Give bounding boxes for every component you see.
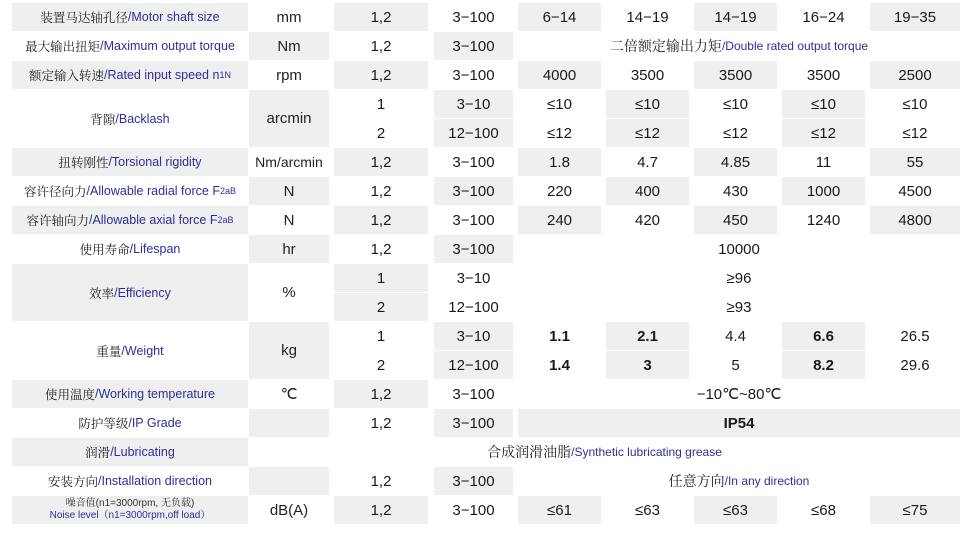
row-motor-shaft-size	[0, 3, 972, 31]
unit: ℃	[280, 386, 298, 403]
value-2: 420	[634, 211, 661, 229]
value-2: ≤63	[635, 501, 660, 519]
value-2: 2.1	[606, 322, 689, 350]
row-torsional-rigidity	[0, 148, 972, 176]
param-name: 使用寿命 /Lifespan	[79, 242, 181, 257]
param-name: 噪音值(n1=3000rpm, 无负载) Noise level（n1=3000rpm,off load）	[12, 496, 248, 524]
row-noise-level	[0, 496, 972, 524]
value-3: 450	[694, 206, 777, 234]
unit: dB(A)	[269, 501, 309, 519]
row-rated-input-speed	[0, 61, 972, 89]
value-4: 11	[815, 153, 832, 171]
stage: 1,2	[370, 37, 392, 55]
value-5: 4500	[898, 182, 932, 200]
unit: hr	[249, 235, 329, 263]
row-efficiency-stage-1	[0, 264, 972, 292]
row-lubricating	[0, 438, 972, 466]
stage: 1,2	[334, 61, 428, 89]
value-3: 4.85	[694, 148, 777, 176]
value-3: 3500	[694, 61, 777, 89]
row-weight-stage-2	[0, 351, 972, 379]
ratio: 3−100	[452, 501, 495, 519]
value-1: 4000	[518, 61, 601, 89]
param-name: 使用温度 /Working temperature	[12, 380, 248, 408]
unit: Nm/arcmin	[255, 154, 323, 170]
ratio: 3−100	[452, 385, 495, 403]
ratio: 3−100	[434, 467, 513, 495]
value-2: ≤10	[606, 90, 689, 118]
param-name: 装置马达轴孔径 /Motor shaft size	[12, 3, 248, 31]
value-5: 55	[870, 148, 960, 176]
row-working-temperature	[0, 380, 972, 408]
merged-value: 任意方向 /In any direction	[668, 473, 810, 489]
param-name: 扭转刚性 /Torsional rigidity	[12, 148, 248, 176]
value-2: 14−19	[626, 8, 669, 26]
stage: 1,2	[370, 414, 392, 432]
ratio: 3−100	[434, 235, 513, 263]
row-allowable-axial-force	[0, 206, 972, 234]
unit: mm	[276, 8, 302, 26]
value-3: 5	[731, 356, 740, 374]
value-5: ≤12	[902, 124, 928, 142]
value-1: ≤12	[547, 124, 572, 142]
merged-value: 合成润滑油脂 /Synthetic lubricating grease	[487, 444, 722, 460]
stage: 2	[334, 293, 428, 321]
value-4: ≤12	[782, 119, 865, 147]
stage: 1	[376, 327, 386, 345]
stage: 1,2	[370, 240, 392, 258]
value-1: 240	[518, 206, 601, 234]
param-name: 容许轴向力 /Allowable axial force F 2aB	[12, 206, 248, 234]
stage: 2	[376, 356, 386, 374]
stage: 1	[376, 95, 386, 113]
row-efficiency-stage-2	[0, 293, 972, 321]
unit: Nm	[249, 32, 329, 60]
value-4: 1000	[782, 177, 865, 205]
param-name: 效率 /Efficiency	[12, 264, 248, 321]
value-4: 1240	[806, 211, 841, 229]
value-2: 3	[606, 351, 689, 379]
merged-value: −10℃~80℃	[696, 386, 782, 403]
value-5: ≤10	[902, 95, 928, 113]
merged-value: ≥93	[726, 298, 752, 316]
stage: 1,2	[334, 496, 428, 524]
stage: 2	[376, 124, 386, 142]
stage: 1,2	[334, 148, 428, 176]
param-name: 安装方向 /Installation direction	[48, 474, 212, 489]
merged-value: ≥96	[726, 269, 752, 287]
unit: rpm	[276, 66, 302, 84]
row-backlash-stage-2	[0, 119, 972, 147]
value-3: ≤63	[694, 496, 777, 524]
stage: 1,2	[334, 380, 428, 408]
ratio: 3−100	[452, 211, 495, 229]
value-5: 19−35	[870, 3, 960, 31]
param-name: 防护等级 /IP Grade	[78, 416, 182, 431]
value-5: ≤75	[870, 496, 960, 524]
row-weight-stage-1	[0, 322, 972, 350]
ratio: 3−100	[434, 177, 513, 205]
value-2: 3500	[630, 66, 665, 84]
param-name: 重量 /Weight	[96, 343, 164, 359]
row-installation-direction	[0, 467, 972, 495]
value-2: 4.7	[637, 153, 658, 171]
value-2: 400	[606, 177, 689, 205]
row-lifespan	[0, 235, 972, 263]
unit	[249, 467, 329, 495]
stage: 1,2	[334, 3, 428, 31]
row-backlash-stage-1	[0, 90, 972, 118]
value-1: 220	[546, 182, 573, 200]
unit	[249, 409, 329, 437]
value-4: 6.6	[782, 322, 865, 350]
value-2: ≤12	[606, 119, 689, 147]
ratio: 12−100	[434, 351, 513, 379]
unit: N	[249, 177, 329, 205]
stage: 1	[334, 264, 428, 292]
ratio: 12−100	[448, 298, 499, 316]
value-3: ≤12	[723, 124, 748, 142]
ratio: 3−100	[452, 8, 495, 26]
param-name: 背隙 /Backlash	[90, 111, 170, 127]
value-3: ≤10	[723, 95, 748, 113]
value-4: ≤68	[811, 501, 836, 519]
ratio: 3−10	[434, 322, 513, 350]
ratio: 3−100	[434, 409, 513, 437]
value-1: ≤61	[518, 496, 601, 524]
merged-value: 10000	[718, 240, 760, 258]
value-5: 4800	[870, 206, 960, 234]
ratio: 3−100	[452, 66, 495, 84]
ratio: 3−10	[434, 90, 513, 118]
merged-value: IP54	[518, 409, 960, 437]
value-1: 1.1	[549, 327, 570, 345]
merged-value: 二倍额定输出力矩 /Double rated output torque	[609, 38, 869, 54]
value-3: 430	[722, 182, 749, 200]
value-1: 1.8	[518, 148, 601, 176]
value-3: 4.4	[725, 327, 746, 345]
ratio: 3−100	[452, 153, 495, 171]
value-1: 6−14	[518, 3, 601, 31]
value-3: 14−19	[694, 3, 777, 31]
value-5: 2500	[870, 61, 960, 89]
row-allowable-radial-force	[0, 177, 972, 205]
row-ip-grade	[0, 409, 972, 437]
value-5: 29.6	[900, 356, 930, 374]
row-max-output-torque	[0, 32, 972, 60]
value-4: 8.2	[782, 351, 865, 379]
value-1: ≤10	[547, 95, 572, 113]
param-name: 额定输入转速 /Rated input speed n 1N	[12, 61, 248, 89]
unit: kg	[249, 322, 329, 379]
value-4: 3500	[806, 66, 841, 84]
unit: N	[283, 211, 295, 229]
unit: %	[282, 284, 296, 301]
stage: 1,2	[334, 206, 428, 234]
value-1: 1.4	[549, 356, 570, 374]
param-name: 容许径向力 /Allowable radial force F 2aB	[24, 184, 236, 199]
stage: 1,2	[370, 182, 392, 200]
value-4: ≤10	[782, 90, 865, 118]
ratio: 3−100	[434, 32, 513, 60]
param-name: 润滑 /Lubricating	[12, 438, 248, 466]
value-5: 26.5	[900, 327, 930, 345]
value-4: 16−24	[802, 8, 845, 26]
ratio: 3−10	[456, 269, 491, 287]
param-name: 最大输出扭矩 /Maximum output torque	[25, 39, 235, 54]
ratio: 12−100	[434, 119, 513, 147]
stage: 1,2	[370, 472, 392, 490]
unit: arcmin	[249, 90, 329, 147]
